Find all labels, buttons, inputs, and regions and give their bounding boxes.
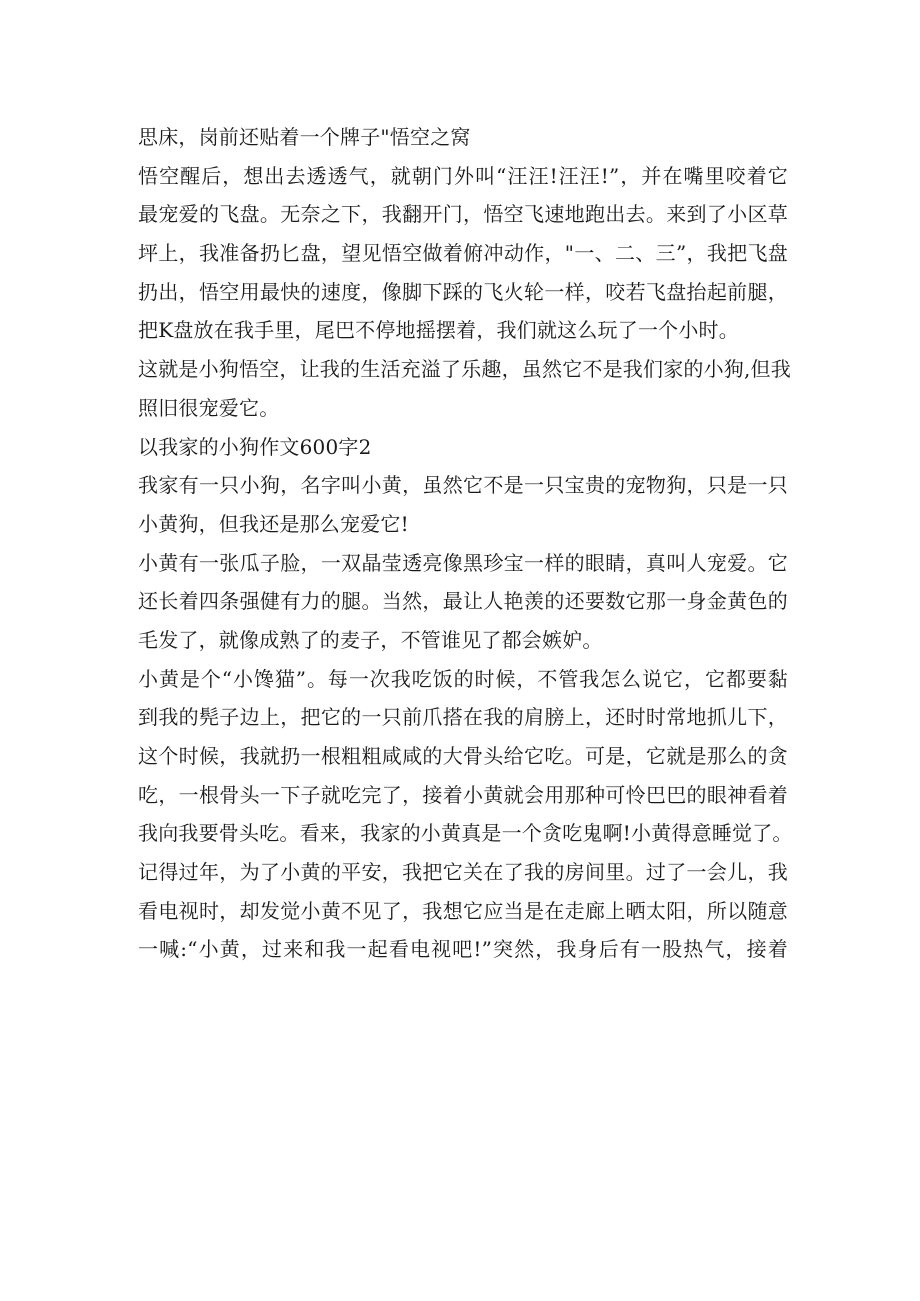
- text-line: 小黄是个“小馋猫”。每一次我吃饭的时候，不管我怎么说它，它都要黏: [138, 666, 788, 691]
- text-line: 思床，岗前还贴着一个牌子"悟空之窝: [138, 125, 471, 149]
- document-body: [138, 118, 793, 969]
- text-line: 看电视时，却发觉小黄不见了，我想它应当是在走廊上晒太阳，所以随意: [138, 898, 788, 923]
- text-line: 这个时候，我就扔一根粗粗咸咸的大骨头给它吃。可是，它就是那么的贪: [138, 744, 788, 768]
- text-line: 毛发了，就像成熟了的麦子，不管谁见了都会嫉妒。: [138, 627, 603, 652]
- text-line: 扔出，悟空用最快的速度，像脚下踩的飞火轮一样，咬若飞盘抬起前腿，: [138, 279, 788, 304]
- text-line: 还长着四条强健有力的腿。当然，最让人艳羡的还要数它那一身金黄色的: [138, 589, 788, 614]
- text-line: 我家有一只小狗，名字叫小黄，虽然它不是一只宝贵的宠物狗，只是一只: [138, 473, 788, 498]
- text-line: 一喊:“小黄，过来和我一起看电视吧!”突然，我身后有一股热气，接着: [138, 937, 788, 962]
- section-heading: 以我家的小狗作文600字2: [138, 434, 372, 459]
- text-line: 悟空醒后，想出去透透气，就朝门外叫“汪汪!汪汪!”，并在嘴里咬着它: [138, 163, 788, 188]
- text-line: 到我的髡子边上，把它的一只前爪搭在我的肩膀上，还时时常地抓儿下，: [138, 705, 788, 730]
- text-line: 把K盘放在我手里，尾巴不停地摇摆着，我们就这么玩了一个小时。: [138, 318, 739, 343]
- text-line: 记得过年，为了小黄的平安，我把它关在了我的房间里。过了一会儿，我: [138, 860, 788, 885]
- text-line: 照旧很宠爱它。: [138, 395, 280, 420]
- text-line: 我向我要骨头吃。看来，我家的小黄真是一个贪吃鬼啊!小黄得意睡觉了。: [138, 821, 793, 846]
- text-line: 最宠爱的飞盘。无奈之下，我翻开门，悟空飞速地跑出去。来到了小区草: [138, 202, 788, 227]
- text-line: 这就是小狗悟空，让我的生活充溢了乐趣，虽然它不是我们家的小狗,但我: [138, 357, 791, 382]
- text-line: 吃，一根骨头一下子就吃完了，接着小黄就会用那种可怜巴巴的眼神看着: [138, 782, 788, 807]
- text-line: 坪上，我准备扔匕盘，望见悟空做着俯冲动作，"一、二、三”，我把飞盘: [138, 241, 788, 266]
- text-line: 小黄有一张瓜子脸，一双晶莹透亮像黑珍宝一样的眼睛，真叫人宠爱。它: [138, 550, 788, 575]
- text-line: 小黄狗，但我还是那么宠爱它!: [138, 511, 409, 536]
